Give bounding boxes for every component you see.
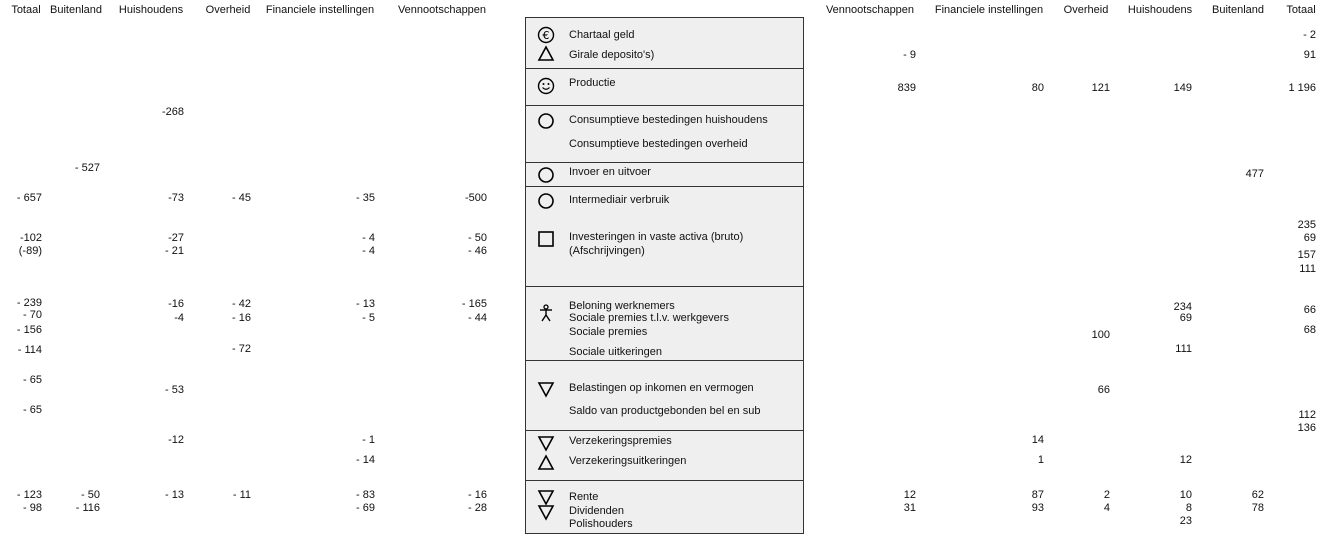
value-cell: - 21 [165,245,184,257]
triangle-down-icon [537,434,555,452]
value-cell: - 50 [81,489,100,501]
value-cell: 149 [1173,82,1192,94]
right-header-overheid: Overheid [1063,4,1109,16]
circle-icon [537,192,555,210]
value-cell: 66 [1303,304,1316,316]
value-cell: 1 196 [1288,82,1316,94]
value-cell: 68 [1303,324,1316,336]
value-cell: - 13 [356,298,375,310]
value-cell: 1 [1037,454,1044,466]
divider [525,105,804,106]
value-cell: -27 [168,232,184,244]
smiley-icon [537,77,555,95]
label-cons-overheid: Consumptieve bestedingen overheid [569,138,748,150]
divider [525,186,804,187]
person-icon [537,304,555,322]
value-cell: 80 [1031,82,1044,94]
value-cell: - 46 [468,245,487,257]
value-cell: 112 [1298,409,1316,421]
value-cell: - 4 [362,232,375,244]
value-cell: - 156 [16,324,42,336]
value-cell: - 116 [75,502,100,514]
divider [525,360,804,361]
value-cell: - 35 [356,192,375,204]
label-intermediair: Intermediair verbruik [569,194,670,206]
value-cell: - 42 [232,298,251,310]
triangle-up-icon [537,454,555,472]
label-cons-huishoudens: Consumptieve bestedingen huishoudens [569,114,768,126]
label-girale-deposito: Girale deposito's) [569,49,655,61]
value-cell: - 50 [468,232,487,244]
label-afschrijvingen: (Afschrijvingen) [569,245,645,257]
value-cell: - 114 [17,344,42,356]
value-cell: - 527 [74,162,100,174]
label-invoer-uitvoer: Invoer en uitvoer [569,166,651,178]
value-cell: - 72 [232,343,251,355]
value-cell: 477 [1245,168,1264,180]
divider [525,68,804,69]
value-cell: 23 [1179,515,1192,527]
value-cell: -12 [168,434,184,446]
value-cell: 31 [903,502,916,514]
value-cell: - 2 [1303,29,1316,41]
value-cell: 4 [1103,502,1110,514]
value-cell: - 70 [23,309,42,321]
value-cell: 8 [1185,502,1192,514]
value-cell: 10 [1179,489,1192,501]
label-polishouders: Polishouders [569,518,633,530]
left-header-huishoudens: Huishoudens [118,4,184,16]
value-cell: - 65 [23,404,42,416]
euro-icon [537,26,555,44]
left-header-vennootschappen: Vennootschappen [397,4,487,16]
value-cell: 100 [1091,329,1110,341]
right-header-totaal: Totaal [1286,4,1316,16]
label-chartaal-geld: Chartaal geld [569,29,635,41]
divider [525,430,804,431]
value-cell: 121 [1091,82,1110,94]
value-cell: 12 [1179,454,1192,466]
value-cell: - 98 [23,502,42,514]
value-cell: 234 [1173,301,1192,313]
value-cell: (-89) [18,245,42,257]
label-rente: Rente [569,491,599,503]
triangle-down-icon [537,503,555,521]
value-cell: -268 [161,106,184,118]
value-cell: - 13 [165,489,184,501]
value-cell: - 657 [16,192,42,204]
value-cell: 93 [1031,502,1044,514]
value-cell: 87 [1031,489,1044,501]
value-cell: - 83 [356,489,375,501]
value-cell: 69 [1179,312,1192,324]
value-cell: 111 [1299,263,1316,275]
value-cell: 157 [1297,249,1316,261]
label-saldo: Saldo van productgebonden bel en sub [569,405,761,417]
value-cell: 62 [1251,489,1264,501]
value-cell: 12 [903,489,916,501]
value-cell: 136 [1297,422,1316,434]
value-cell: - 14 [356,454,375,466]
value-cell: - 45 [232,192,251,204]
right-header-vennootschappen: Vennootschappen [825,4,915,16]
value-cell: - 69 [356,502,375,514]
value-cell: - 5 [362,312,375,324]
divider [525,480,804,481]
value-cell: - 16 [232,312,251,324]
label-soc-werkgevers: Sociale premies t.l.v. werkgevers [569,312,729,324]
value-cell: 111 [1175,343,1192,355]
divider [525,162,804,163]
value-cell: -16 [168,298,184,310]
triangle-down-icon [537,380,555,398]
left-header-totaal: Totaal [11,4,41,16]
right-header-buitenland: Buitenland [1212,4,1264,16]
value-cell: - 9 [903,49,916,61]
value-cell: - 28 [468,502,487,514]
left-header-buitenland: Buitenland [50,4,102,16]
value-cell: 91 [1303,49,1316,61]
circle-icon [537,112,555,130]
label-beloning: Beloning werknemers [569,300,675,312]
right-header-huishoudens: Huishoudens [1127,4,1193,16]
value-cell: 69 [1303,232,1316,244]
label-investeringen: Investeringen in vaste activa (bruto) [569,231,744,243]
value-cell: -73 [168,192,184,204]
triangle-up-icon [537,45,555,63]
svg-text:€: € [542,29,550,42]
label-belastingen: Belastingen op inkomen en vermogen [569,382,754,394]
value-cell: 839 [897,82,916,94]
value-cell: 14 [1031,434,1044,446]
square-icon [537,230,555,248]
label-verz-premies: Verzekeringspremies [569,435,672,447]
value-cell: -500 [464,192,487,204]
value-cell: 2 [1103,489,1110,501]
value-cell: - 65 [23,374,42,386]
value-cell: - 4 [362,245,375,257]
value-cell: 66 [1097,384,1110,396]
value-cell: - 123 [16,489,42,501]
label-verz-uitkeringen: Verzekeringsuitkeringen [569,455,687,467]
value-cell: 78 [1251,502,1264,514]
value-cell: - 53 [165,384,184,396]
left-header-overheid: Overheid [205,4,251,16]
value-cell: -4 [174,312,184,324]
circle-icon [537,166,555,184]
value-cell: - 1 [362,434,375,446]
value-cell: -102 [19,232,42,244]
left-header-financiele-instellingen: Financiele instellingen [265,4,375,16]
value-cell: 235 [1297,219,1316,231]
value-cell: - 16 [468,489,487,501]
label-soc-uitkeringen: Sociale uitkeringen [569,346,662,358]
right-header-financiele-instellingen: Financiele instellingen [934,4,1044,16]
value-cell: - 165 [461,298,487,310]
value-cell: - 44 [468,312,487,324]
label-dividenden: Dividenden [569,505,625,517]
label-productie: Productie [569,77,616,89]
value-cell: - 239 [16,297,42,309]
label-soc-premies: Sociale premies [569,326,648,338]
divider [525,286,804,287]
value-cell: - 11 [232,489,251,501]
